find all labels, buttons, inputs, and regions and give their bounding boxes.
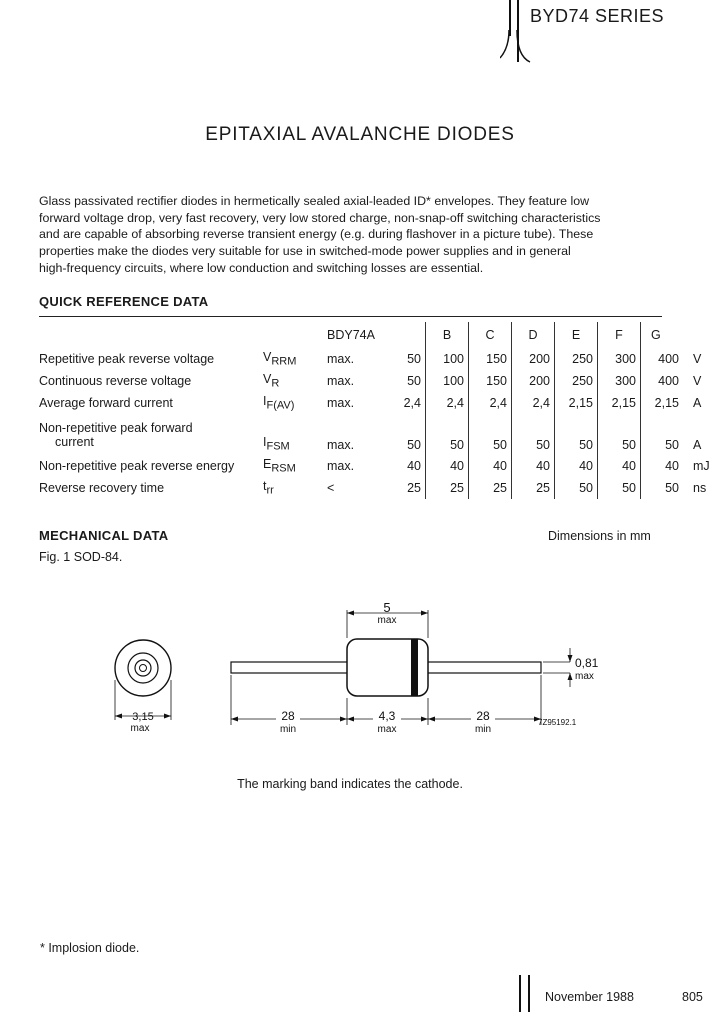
cell-value: 40 (555, 455, 598, 477)
table-row (39, 477, 719, 499)
column-header: C (469, 322, 512, 348)
cell-value: 300 (598, 348, 641, 370)
cell-value: 100 (426, 370, 469, 392)
page-number: 805 (682, 990, 703, 1004)
footer-date: November 1988 (545, 990, 634, 1004)
footnote: * Implosion diode. (40, 941, 140, 955)
cell-value: 2,4 (469, 392, 512, 414)
intro-paragraph (39, 193, 679, 277)
lead-dia-note: max (575, 671, 594, 682)
intro-line: and are capable of absorbing reverse transient energy (e.g. during flashover in a picture tube). These (39, 227, 594, 242)
intro-line: properties make the diodes very suitable for use in switched-mode power supplies and in general (39, 244, 571, 259)
body-dia-note: max (377, 724, 397, 735)
row-qualifier: max. (327, 374, 355, 388)
cell-value: 40 (641, 455, 684, 477)
intro-line: Glass passivated rectifier diodes in hermetically sealed axial-leaded ID* envelopes. They feature low (39, 194, 590, 208)
cell-unit: A (693, 438, 702, 452)
footer-rule-2 (528, 975, 530, 1012)
sod84-outline-drawing (100, 600, 620, 750)
cell-unit: V (693, 352, 702, 366)
cell-value: 40 (469, 455, 512, 477)
cell-value: 40 (407, 459, 421, 473)
cell-value: 2,15 (598, 392, 641, 414)
body-dia-value: 4,3 (378, 709, 396, 723)
quick-reference-heading: QUICK REFERENCE DATA (39, 294, 209, 309)
row-label: Non-repetitive peak reverse energy (39, 459, 235, 473)
cell-value: 50 (469, 414, 512, 455)
table-row (39, 348, 719, 370)
drawing-ref: 7Z95192.1 (538, 718, 577, 727)
cell-value: 25 (426, 477, 469, 499)
mechanical-heading: MECHANICAL DATA (39, 528, 169, 543)
cell-value: 250 (555, 370, 598, 392)
cell-unit: A (693, 396, 702, 410)
column-header: B (426, 322, 469, 348)
row-label: Continuous reverse voltage (39, 374, 192, 388)
cell-value: 40 (426, 455, 469, 477)
cell-value: 50 (641, 477, 684, 499)
row-qualifier: max. (327, 396, 355, 410)
cell-value: 2,4 (512, 392, 555, 414)
cell-value: 50 (555, 414, 598, 455)
row-label: Reverse recovery time (39, 481, 165, 495)
cell-value: 400 (641, 370, 684, 392)
cell-value: 50 (641, 414, 684, 455)
cell-value: 25 (407, 481, 421, 495)
body-length-note: max (377, 615, 397, 626)
intro-line: forward voltage drop, very fast recovery, very low stored charge, non-snap-off switching characteristics (39, 210, 601, 225)
row-symbol: $V_R$ (263, 372, 280, 390)
cell-value: 300 (598, 370, 641, 392)
cell-value: 2,15 (641, 392, 684, 414)
row-qualifier: max. (327, 459, 355, 473)
table-header-row (39, 322, 719, 348)
row-symbol: $t_{rr}$ (263, 479, 274, 497)
cell-value: 50 (512, 414, 555, 455)
row-qualifier: < (327, 481, 335, 495)
table-row (39, 455, 719, 477)
lead-right-value: 28 (476, 709, 490, 723)
table-row (39, 392, 719, 414)
column-header: D (512, 322, 555, 348)
footer-rule-1 (519, 975, 521, 1012)
lead-right-note: min (474, 724, 492, 735)
dimensions-note: Dimensions in mm (548, 529, 651, 543)
figure-caption: Fig. 1 SOD-84. (39, 550, 123, 564)
cell-value: 2,4 (403, 396, 421, 410)
row-label: Average forward current (39, 396, 173, 410)
cell-unit: ns (693, 481, 707, 495)
cell-value: 50 (555, 477, 598, 499)
cell-value: 50 (598, 477, 641, 499)
cell-value: 2,4 (426, 392, 469, 414)
header-curve (500, 30, 540, 70)
lead-left-value: 28 (281, 709, 295, 723)
cell-value: 250 (555, 348, 598, 370)
quick-reference-table (39, 322, 719, 499)
cell-value: 100 (426, 348, 469, 370)
column-header: E (555, 322, 598, 348)
side-view (231, 600, 599, 735)
cell-value: 50 (407, 352, 421, 366)
marking-note: The marking band indicates the cathode. (237, 777, 463, 791)
table-row (39, 414, 719, 455)
row-symbol: $I_{FSM}$ (263, 434, 290, 452)
row-symbol: $V_{RRM}$ (263, 350, 297, 368)
series-title: BYD74 SERIES (530, 6, 665, 26)
cell-unit: V (693, 374, 702, 388)
cell-value: 200 (512, 370, 555, 392)
row-label: Non-repetitive peak forward current (39, 420, 193, 449)
cathode-band (411, 639, 418, 696)
cell-value: 200 (512, 348, 555, 370)
lead-left-note: min (279, 724, 297, 735)
cell-value: 50 (407, 438, 421, 452)
cell-value: 25 (469, 477, 512, 499)
cell-value: 150 (469, 370, 512, 392)
cell-value: 400 (641, 348, 684, 370)
cell-value: 2,15 (555, 392, 598, 414)
row-qualifier: max. (327, 352, 355, 366)
row-label: Repetitive peak reverse voltage (39, 352, 215, 366)
intro-line: high-frequency circuits, where low conduction and switching losses are essential. (39, 260, 484, 275)
cell-value: 150 (469, 348, 512, 370)
row-qualifier: max. (327, 438, 355, 452)
column-header: BDY74A (327, 328, 375, 342)
column-header: G (641, 322, 684, 348)
cell-value: 50 (407, 374, 421, 388)
cell-value: 25 (512, 477, 555, 499)
cell-value: 40 (512, 455, 555, 477)
end-dia-value: 3,15 (132, 711, 154, 723)
row-symbol: $I_{F(AV)}$ (263, 394, 295, 412)
body-length-value: 5 (383, 600, 391, 615)
row-symbol: $E_{RSM}$ (263, 457, 296, 475)
heading-rule (39, 316, 662, 317)
column-header: F (598, 322, 641, 348)
end-view (115, 640, 171, 734)
cell-unit: mJ (693, 459, 710, 473)
cell-value: 50 (598, 414, 641, 455)
page-title: EPITAXIAL AVALANCHE DIODES (205, 124, 515, 145)
end-dia-note: max (130, 723, 150, 734)
lead-dia-value: 0,81 (575, 656, 599, 670)
table-row (39, 370, 719, 392)
cell-value: 40 (598, 455, 641, 477)
cell-value: 50 (426, 414, 469, 455)
